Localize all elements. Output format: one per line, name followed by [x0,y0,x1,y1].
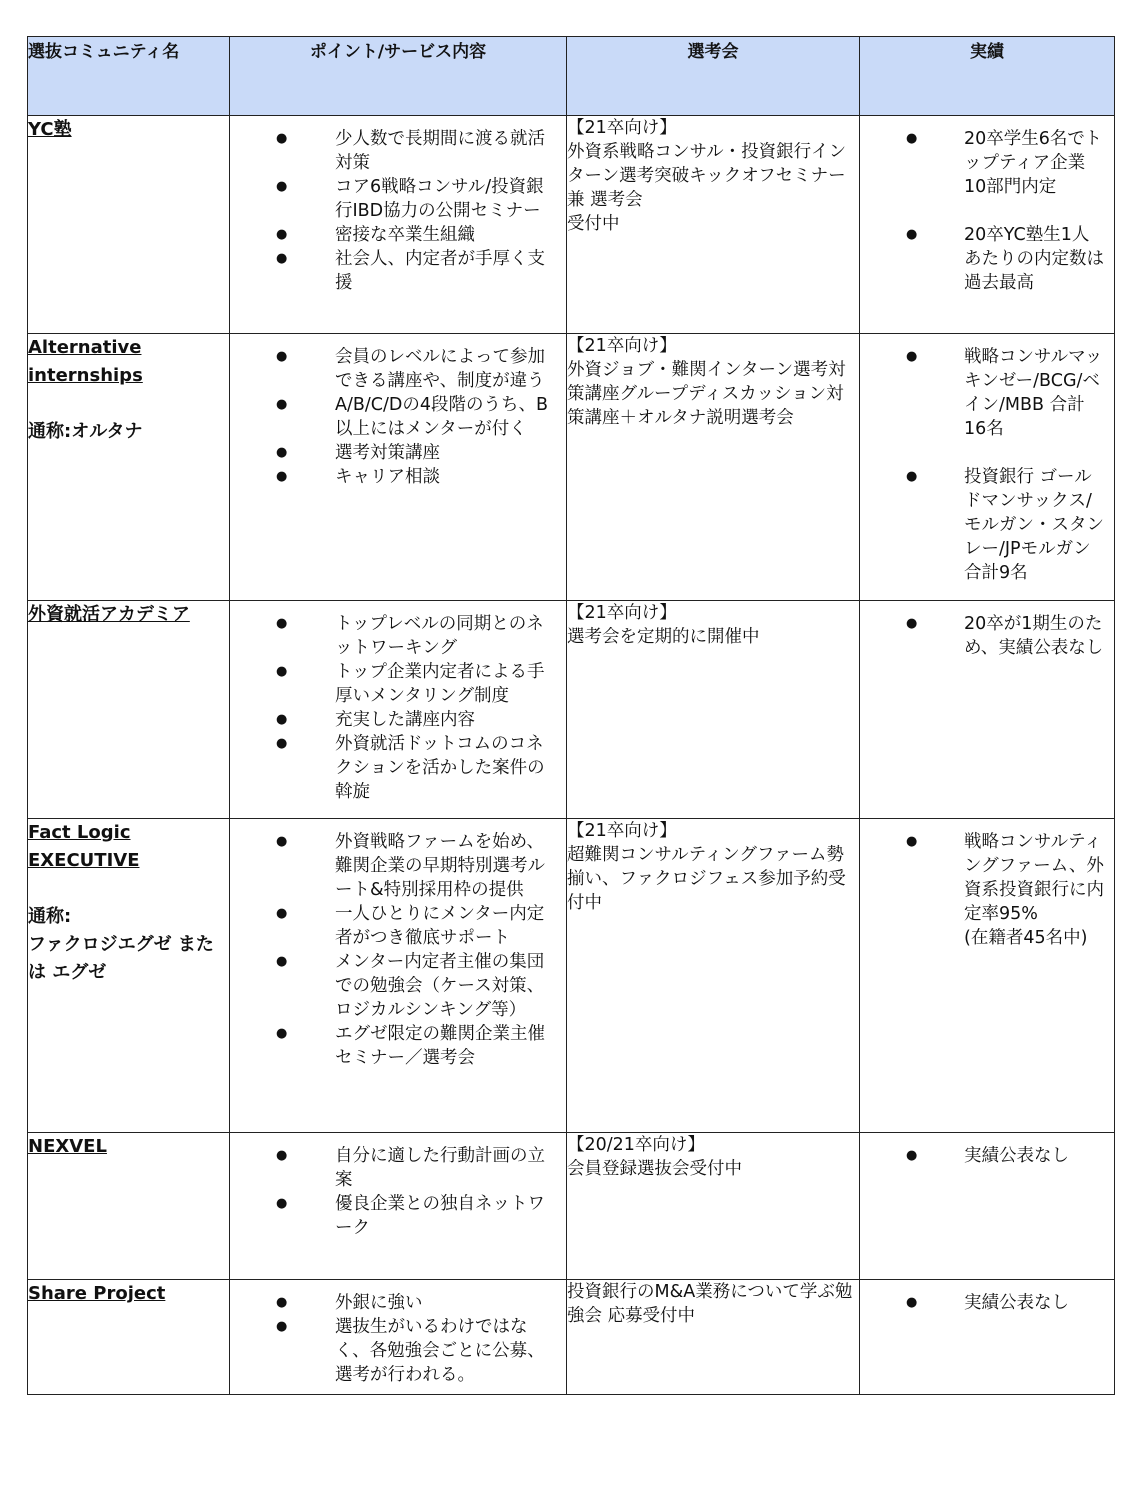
selection-cell [567,601,860,819]
header-achievements: 実績 [860,37,1115,116]
achievement-item: ● 実績公表なし [860,1144,1106,1168]
community-name-cell [28,116,230,334]
achievement-item: ● 20卒YC塾生1人あたりの内定数は過去最高 [860,223,1106,295]
table-row [28,601,1115,819]
points-list [230,601,566,810]
table-row [28,334,1115,601]
achievements-cell [860,334,1115,601]
achievements-list [860,601,1114,666]
points-list [230,1280,566,1393]
header-selection: 選考会 [567,37,860,116]
points-list [230,1133,566,1246]
selection-cell [567,1280,860,1395]
achievements-list [860,1133,1114,1174]
points-list [230,116,566,301]
point-item: ● 外銀に強い [230,1291,558,1315]
achievements-cell [860,1133,1115,1280]
community-name-link[interactable]: Alternative internships [28,337,143,386]
selection-text: 【21卒向け】 外資系戦略コンサル・投資銀行インターン選考突破キックオフセミナー 兼 選考会 受付中 [567,118,847,234]
achievement-item: ● 実績公表なし [860,1291,1106,1315]
selection-cell [567,334,860,601]
points-cell [230,116,567,334]
community-name-cell [28,1133,230,1280]
achievements-cell [860,1280,1115,1395]
achievement-item: ● 20卒が1期生のため、実績公表なし [860,612,1106,660]
point-item: ● 一人ひとりにメンター内定者がつき徹底サポート [230,902,558,950]
table-row [28,1133,1115,1280]
community-name-link[interactable]: Share Project [28,1283,166,1304]
achievements-list [860,819,1114,956]
points-list [230,334,566,495]
achievements-list [860,334,1114,591]
point-item: ● 外資戦略ファームを始め、難関企業の早期特別選考ルート&特別採用枠の提供 [230,830,558,902]
point-item: ● トップ企業内定者による手厚いメンタリング制度 [230,660,558,708]
point-item: ● 外資就活ドットコムのコネクションを活かした案件の斡旋 [230,732,558,804]
points-cell [230,1280,567,1395]
point-item: ● 選抜生がいるわけではなく、各勉強会ごとに公募、選考が行われる。 [230,1315,558,1387]
point-item: ● 会員のレベルによって参加できる講座や、制度が違う [230,345,558,393]
points-cell [230,334,567,601]
points-cell [230,1133,567,1280]
point-item: ● 優良企業との独自ネットワーク [230,1192,558,1240]
table-row [28,819,1115,1133]
table-row [28,1280,1115,1395]
header-row [28,37,1115,116]
achievements-cell [860,601,1115,819]
achievement-item: ● 20卒学生6名でトップティア企業10部門内定 [860,127,1106,199]
selection-community-table [27,36,1115,1395]
selection-text: 【20/21卒向け】 会員登録選抜会受付中 [567,1135,742,1179]
point-item: ● エグゼ限定の難関企業主催セミナー／選考会 [230,1022,558,1070]
point-item: ● A/B/C/Dの4段階のうち、B以上にはメンターが付く [230,393,558,441]
header-points: ポイント/サービス内容 [230,37,567,116]
community-name-cell [28,819,230,1133]
community-name-link[interactable]: 外資就活アカデミア [28,604,190,625]
selection-cell [567,819,860,1133]
community-name-link[interactable]: NEXVEL [28,1136,107,1157]
community-name-link[interactable]: YC塾 [28,119,72,140]
point-item: ● メンター内定者主催の集団での勉強会（ケース対策、ロジカルシンキング等） [230,950,558,1022]
community-alias: 通称:オルタナ [28,421,143,442]
achievements-cell [860,819,1115,1133]
community-name-cell [28,601,230,819]
selection-text: 投資銀行のM&A業務について学ぶ勉強会 応募受付中 [567,1282,853,1326]
point-item: ● キャリア相談 [230,465,558,489]
point-item: ● 社会人、内定者が手厚く支援 [230,247,558,295]
achievements-cell [860,116,1115,334]
community-name-cell [28,1280,230,1395]
selection-cell [567,1133,860,1280]
community-name-cell [28,334,230,601]
point-item: ● トップレベルの同期とのネットワーキング [230,612,558,660]
point-item: ● 充実した講座内容 [230,708,558,732]
achievement-item: ● 戦略コンサルマッキンゼー/BCG/ベイン/MBB 合計16名 [860,345,1106,441]
selection-text: 【21卒向け】 外資ジョブ・難関インターン選考対策講座グループディスカッション対策講座＋オルタナ説明選考会 [567,336,846,428]
achievements-list [860,1280,1114,1321]
community-name-link[interactable]: Fact Logic EXECUTIVE [28,822,140,871]
selection-text: 【21卒向け】 選考会を定期的に開催中 [567,603,760,647]
achievement-item: ● 投資銀行 ゴールドマンサックス/モルガン・スタンレー/JPモルガン 合計9名 [860,465,1106,585]
achievement-item: ● 戦略コンサルティングファーム、外資系投資銀行に内定率95% (在籍者45名中) [860,830,1106,950]
header-community-name: 選抜コミュニティ名 [28,37,230,116]
point-item: ● 密接な卒業生組織 [230,223,558,247]
points-cell [230,819,567,1133]
table-row [28,116,1115,334]
points-cell [230,601,567,819]
selection-text: 【21卒向け】 超難関コンサルティングファーム勢揃い、ファクロジフェス参加予約受付中 [567,821,846,913]
point-item: ● 少人数で長期間に渡る就活対策 [230,127,558,175]
point-item: ● 選考対策講座 [230,441,558,465]
selection-cell [567,116,860,334]
point-item: ● 自分に適した行動計画の立案 [230,1144,558,1192]
points-list [230,819,566,1076]
point-item: ● コア6戦略コンサル/投資銀行IBD協力の公開セミナー [230,175,558,223]
achievements-list [860,116,1114,301]
community-alias: 通称: ファクロジエグゼ または エグゼ [28,906,214,983]
